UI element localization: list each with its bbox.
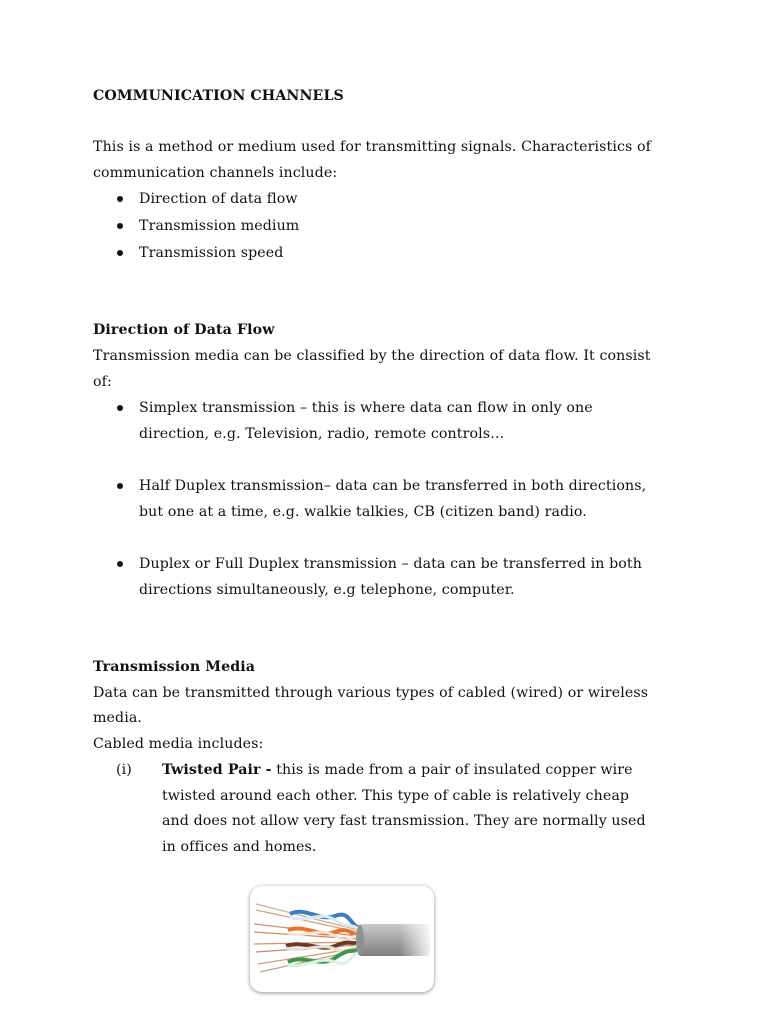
section-heading-media: Transmission Media xyxy=(93,659,256,675)
cabled-media-label: Cabled media includes: xyxy=(93,736,264,752)
simplex-line-2: direction, e.g. Television, radio, remote controls… xyxy=(139,426,505,442)
characteristic-item: Transmission speed xyxy=(139,245,284,261)
direction-intro-line-1: Transmission media can be classified by the direction of data flow. It consist xyxy=(93,348,651,364)
twisted-pair-cable-image xyxy=(250,886,434,992)
full-duplex-line-1: Duplex or Full Duplex transmission – data can be transferred in both xyxy=(139,556,642,572)
half-duplex-line-2: but one at a time, e.g. walkie talkies, CB (citizen band) radio. xyxy=(139,504,587,520)
direction-intro-line-2: of: xyxy=(93,374,112,390)
bullet-icon xyxy=(117,196,123,202)
twisted-pair-cable-icon xyxy=(250,886,434,992)
full-duplex-line-2: directions simultaneously, e.g telephone, computer. xyxy=(139,582,515,598)
half-duplex-line-1: Half Duplex transmission– data can be transferred in both directions, xyxy=(139,478,647,494)
bullet-icon xyxy=(117,483,123,489)
simplex-line-1: Simplex transmission – this is where data can flow in only one xyxy=(139,400,593,416)
bullet-icon xyxy=(117,223,123,229)
twisted-pair-desc-1: this is made from a pair of insulated copper wire xyxy=(271,762,633,778)
twisted-pair-line-2: twisted around each other. This type of cable is relatively cheap xyxy=(162,788,630,804)
bullet-icon xyxy=(117,250,123,256)
bullet-icon xyxy=(117,405,123,411)
media-intro-line-2: media. xyxy=(93,710,143,726)
bullet-icon xyxy=(117,561,123,567)
page-title: COMMUNICATION CHANNELS xyxy=(93,88,344,104)
list-marker: (i) xyxy=(116,762,132,778)
twisted-pair-line-1 xyxy=(162,761,633,779)
media-intro-line-1: Data can be transmitted through various types of cabled (wired) or wireless xyxy=(93,685,649,701)
twisted-pair-line-3: and does not allow very fast transmission. They are normally used xyxy=(162,813,646,829)
twisted-pair-line-4: in offices and homes. xyxy=(162,839,317,855)
characteristic-item: Direction of data flow xyxy=(139,191,298,207)
intro-line-1: This is a method or medium used for transmitting signals. Characteristics of xyxy=(93,139,651,155)
section-heading-direction: Direction of Data Flow xyxy=(93,322,275,338)
characteristic-item: Transmission medium xyxy=(139,218,300,234)
twisted-pair-term: Twisted Pair - xyxy=(162,762,272,778)
intro-line-2: communication channels include: xyxy=(93,165,338,181)
